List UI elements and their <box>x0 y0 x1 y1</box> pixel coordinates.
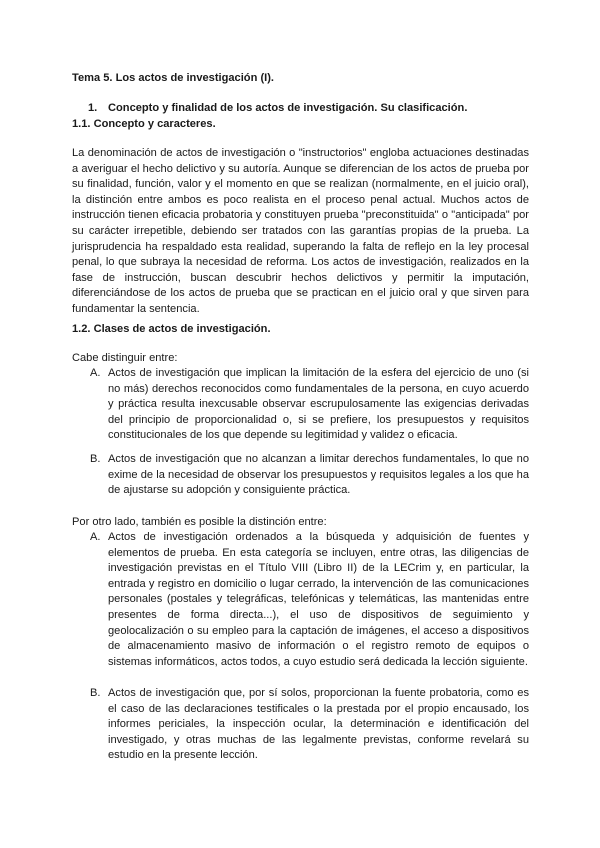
section-number: 1. <box>88 102 98 114</box>
document-title: Tema 5. Los actos de investigación (I). <box>72 72 275 84</box>
list-marker: B. <box>90 687 101 699</box>
list-marker: B. <box>90 453 101 465</box>
list-item <box>90 366 529 444</box>
section-heading-1 <box>88 101 467 117</box>
list-intro-1: Cabe distinguir entre: <box>72 352 178 364</box>
list-item <box>90 530 529 670</box>
list-item-text: Actos de investigación que implican la limitación de la esfera del ejercicio de uno (si no más) derechos reconocidos como fundamentales de la persona, en cuyo acuerdo y práctica resulta inexcusable observar escrupulosamente las exigencias derivadas del principio de proporcionalidad o, si se prefiere, los presupuestos y requisitos constitucionales de los que depende su legitimidad y validez o eficacia. <box>108 367 529 442</box>
list-item <box>90 452 529 499</box>
list-item-text: Actos de investigación que, por sí solos, proporcionan la fuente probatoria, como es el caso de las declaraciones testificales o la prestada por el propio encausado, los informes periciales, la inspección ocular, la determinación e identificación del investigado, y otras muchas de las legalmente previstas, conforme revelará su estudio en la presente lección. <box>108 687 529 762</box>
subsection-heading-1-2: 1.2. Clases de actos de investigación. <box>72 323 271 335</box>
list-item-text: Actos de investigación ordenados a la búsqueda y adquisición de fuentes y elementos de prueba. En esta categoría se incluyen, entre otras, las diligencias de investigación previstas en el Título VIII (Libro II) de la LECrim y, en particular, la entrada y registro en domicilio o lugar cerrado, la intervención de las comunicaciones personales (postales y telegráficas, telefónicas y telemáticas, las mantenidas entre presentes de forma directa...), el uso de dispositivos de seguimiento y geolocalización o su empleo para la captación de imágenes, el acceso a dispositivos de almacenamiento masivo de información o el registro remoto de equipos o sistemas informáticos, actos todos, a cuyo estudio será dedicada la lección siguiente. <box>108 531 529 668</box>
list-marker: A. <box>90 367 101 379</box>
list-item-text: Actos de investigación que no alcanzan a limitar derechos fundamentales, lo que no exime de la necesidad de observar los presupuestos y requisitos legales a los que ha de ajustarse su adopción y consiguiente práctica. <box>108 453 529 497</box>
subsection-heading-1-1: 1.1. Concepto y caracteres. <box>72 118 216 130</box>
list-marker: A. <box>90 531 101 543</box>
concept-paragraph: La denominación de actos de investigación o "instructorios" engloba actuaciones destinadas a averiguar el hecho delictivo y su autoría. Aunque se diferencian de los actos de prueba por su finalidad, función, valor y el momento en que se realizan (normalmente, en el juicio oral), la distinción entre ambos es poco realista en el proceso penal actual. Muchos actos de instrucción tienen eficacia probatoria y constituyen prueba "preconstituida" o "anticipada" por su carácter irrepetible, debiendo ser tratados con las garantías propias de la prueba. La jurisprudencia ha respaldado esta realidad, superando la falta de reflejo en la ley procesal penal, lo que subraya la necesidad de reforma. Los actos de investigación, realizados en la fase de instrucción, buscan descubrir hechos delictivos y permitir la imputación, diferenciándose de los actos de prueba que se practican en el juicio oral y que sirven para fundamentar la sentencia. <box>72 147 529 315</box>
list-item <box>90 686 529 764</box>
section-heading-text: Concepto y finalidad de los actos de investigación. Su clasificación. <box>108 102 468 114</box>
list-intro-2: Por otro lado, también es posible la distinción entre: <box>72 516 327 528</box>
